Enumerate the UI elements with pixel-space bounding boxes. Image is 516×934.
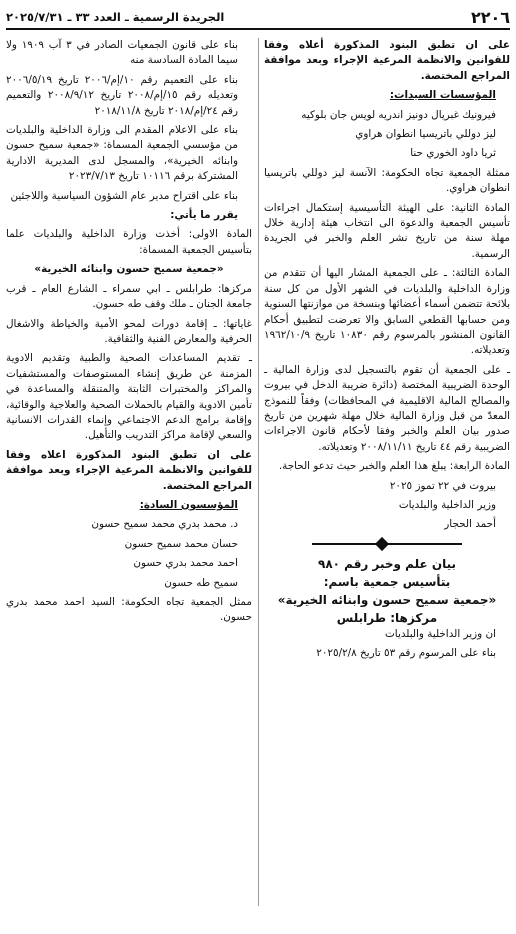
legal-basis: بناء على اقتراح مدير عام الشؤون السياسية واللاجئين xyxy=(10,189,238,202)
conditions-paragraph: على ان تطبق البنود المذكورة اعلاه وفقا للقوانين والانظمة المرعية الإجراء وبعد موافقة المراجع المختصة. xyxy=(6,448,252,492)
founders-label: المؤسسون السادة: xyxy=(139,498,238,511)
issue-date: بيروت في ٢٢ تموز ٢٠٢٥ xyxy=(389,479,496,492)
founder-item: احمد محمد بدري حسون xyxy=(133,557,238,570)
founder-item: ثريا داود الخوري حنا xyxy=(410,147,496,160)
page-number: ٢٢٠٦ xyxy=(470,7,510,27)
legal-basis: بناء على التعميم رقم ١٠/إم/٢٠٠٦ تاريخ ٢٠٠٦/٥/١٩ وتعديله رقم ١٥/إم/٢٠٠٨ تاريخ ٢٠٠٨/٩/١٢ والتعميم رقم ٢٤/إم/٢٠١٨ تاريخ ٢٠١٨/١١/٨ xyxy=(6,73,239,117)
article-three-tax: ـ على الجمعية أن تقوم بالتسجيل لدى وزارة المالية ـ الوحدة الضريبية المختصة (دائرة ضريبة الدخل في بيروت والمصالح المالية الاقليمية في المحافظات) وفقاً للنموذج المعدّ من قبل وزارة المالية خلال مهلة شهرين من تاريخ صدور بيان العلم والخبر وفقا لأحكام قانون الاجراءات الضريبية رقم ٤٤ تاريخ ٢٠٠٨/١١/١١ وتعديلاته. xyxy=(264,363,510,453)
minister-name: أحمد الحجار xyxy=(444,518,496,531)
article-one: المادة الاولى: أخذت وزارة الداخلية والبلديات علما بتأسيس الجمعية المسماة: xyxy=(6,228,252,256)
notice-body: بناء على المرسوم رقم ٥٣ تاريخ ٢٠٢٥/٢/٨ xyxy=(316,647,496,660)
founders-label: المؤسسات السيدات: xyxy=(389,89,496,102)
right-column xyxy=(264,38,510,666)
gazette-title: الجريدة الرسمية ـ العدد ٣٣ ـ ٢٠٢٥/٧/٣١ xyxy=(6,10,225,24)
association-name: «جمعية سميح حسون وابنائه الخيرية» xyxy=(277,592,497,607)
article-three: المادة الثالثة: ـ على الجمعية المشار اليها أن تتقدم من وزارة الداخلية والبلديات في الشهر الأول من كل سنة بلائحة تتضمن أسماء أعضائها وبنسخة من موازنتها السنوية ومن حسابها القطعي السابق والا تعرضت لتطبيق أحكام القانون المنشور بالمرسوم رقم ١٠٨٣٠ تاريخ ١٩٦٢/١٠/٩ وتعديلاته. xyxy=(264,267,510,357)
minister-title: وزير الداخلية والبلديات xyxy=(398,498,496,511)
founder-item: فيرونيك غبريال دونيز اندريه لويس جان بلوكيه xyxy=(301,108,496,121)
article-four: المادة الرابعة: يبلغ هذا العلم والخبر حيث تدعو الحاجة. xyxy=(278,460,510,473)
left-column xyxy=(6,38,252,630)
notice-title: بيان علم وخبر رقم ٩٨٠ xyxy=(318,556,456,571)
founder-item: د. محمد بدري محمد سميح حسون xyxy=(91,518,238,531)
decides-heading: يقرر ما يأتي: xyxy=(170,209,238,222)
column-divider xyxy=(258,38,259,906)
article-two: المادة الثانية: على الهيئة التأسيسية إستكمال اجراءات تأسيس الجمعية والدعوة الى انتخاب هيئة إدارية خلال مهلة سنة من تاريخ نشر العلم والخبر في الجريدة الرسمية. xyxy=(264,201,510,260)
association-name: «جمعية سميح حسون وابنائه الخيرية» xyxy=(34,263,224,276)
founder-item: حسان محمد سميح حسون xyxy=(124,537,238,550)
association-hq: مركزها: طرابلس ـ ابي سمراء ـ الشارع العام ـ قرب جامعة الجنان ـ ملك وقف طه حسون. xyxy=(6,282,252,311)
conditions-paragraph: على ان تطبق البنود المذكورة أعلاه وفقا للقوانين والانظمة المرعية الإجراء وبعد موافقة المراجع المختصة. xyxy=(264,39,510,82)
government-representative: ممثلة الجمعية تجاه الحكومة: الآنسة ليز دوللي باتريسيا انطوان هراوي. xyxy=(264,166,510,195)
notice-body: ان وزير الداخلية والبلديات xyxy=(385,627,496,640)
legal-basis: بناء على قانون الجمعيات الصادر في ٣ آب ١٩٠٩ ولا سيما المادة السادسة منه xyxy=(6,39,238,67)
founder-item: سميح طه حسون xyxy=(164,576,238,589)
notice-subtitle: بتأسيس جمعية باسم: xyxy=(323,574,451,589)
association-goals-detail: ـ تقديم المساعدات الصحية والطبية وتقديم الادوية المزمنة عن طريق إنشاء المستوصفات والمستشفيات والمراكز والمختبرات الثابتة والمتنقلة والمساعدة في تأمين الادوية والقيام بالحملات الصحية والعلاجية والوقائية، وإقامة برامج الدعم الاجتماعي وإنماء القدرات الانسانية والسعي لإقامة مراكز التدريب والتأهيل. xyxy=(6,352,252,442)
section-separator xyxy=(312,539,462,549)
legal-basis: بناء على الاعلام المقدم الى وزارة الداخلية والبلديات من مؤسسي الجمعية المسماة: «جمعية سميح حسون وابنائه الخيرية»، والمسجل لدى المديرية الادارية المشتركة برقم ١٠١١٦ تاريخ ٢٠٢٣/٧/١٣ xyxy=(6,124,238,183)
page-header xyxy=(6,6,510,30)
government-representative: ممثل الجمعية تجاه الحكومة: السيد احمد محمد بدري حسون. xyxy=(6,596,252,624)
association-hq: مركزها: طرابلس xyxy=(336,610,438,625)
association-goals: غاياتها: ـ إقامة دورات لمحو الأمية والخياطة والاشغال الحرفية والمعارض الفنية والثقافية. xyxy=(6,317,252,345)
founder-item: ليز دوللي باتريسيا انطوان هراوي xyxy=(355,128,496,141)
